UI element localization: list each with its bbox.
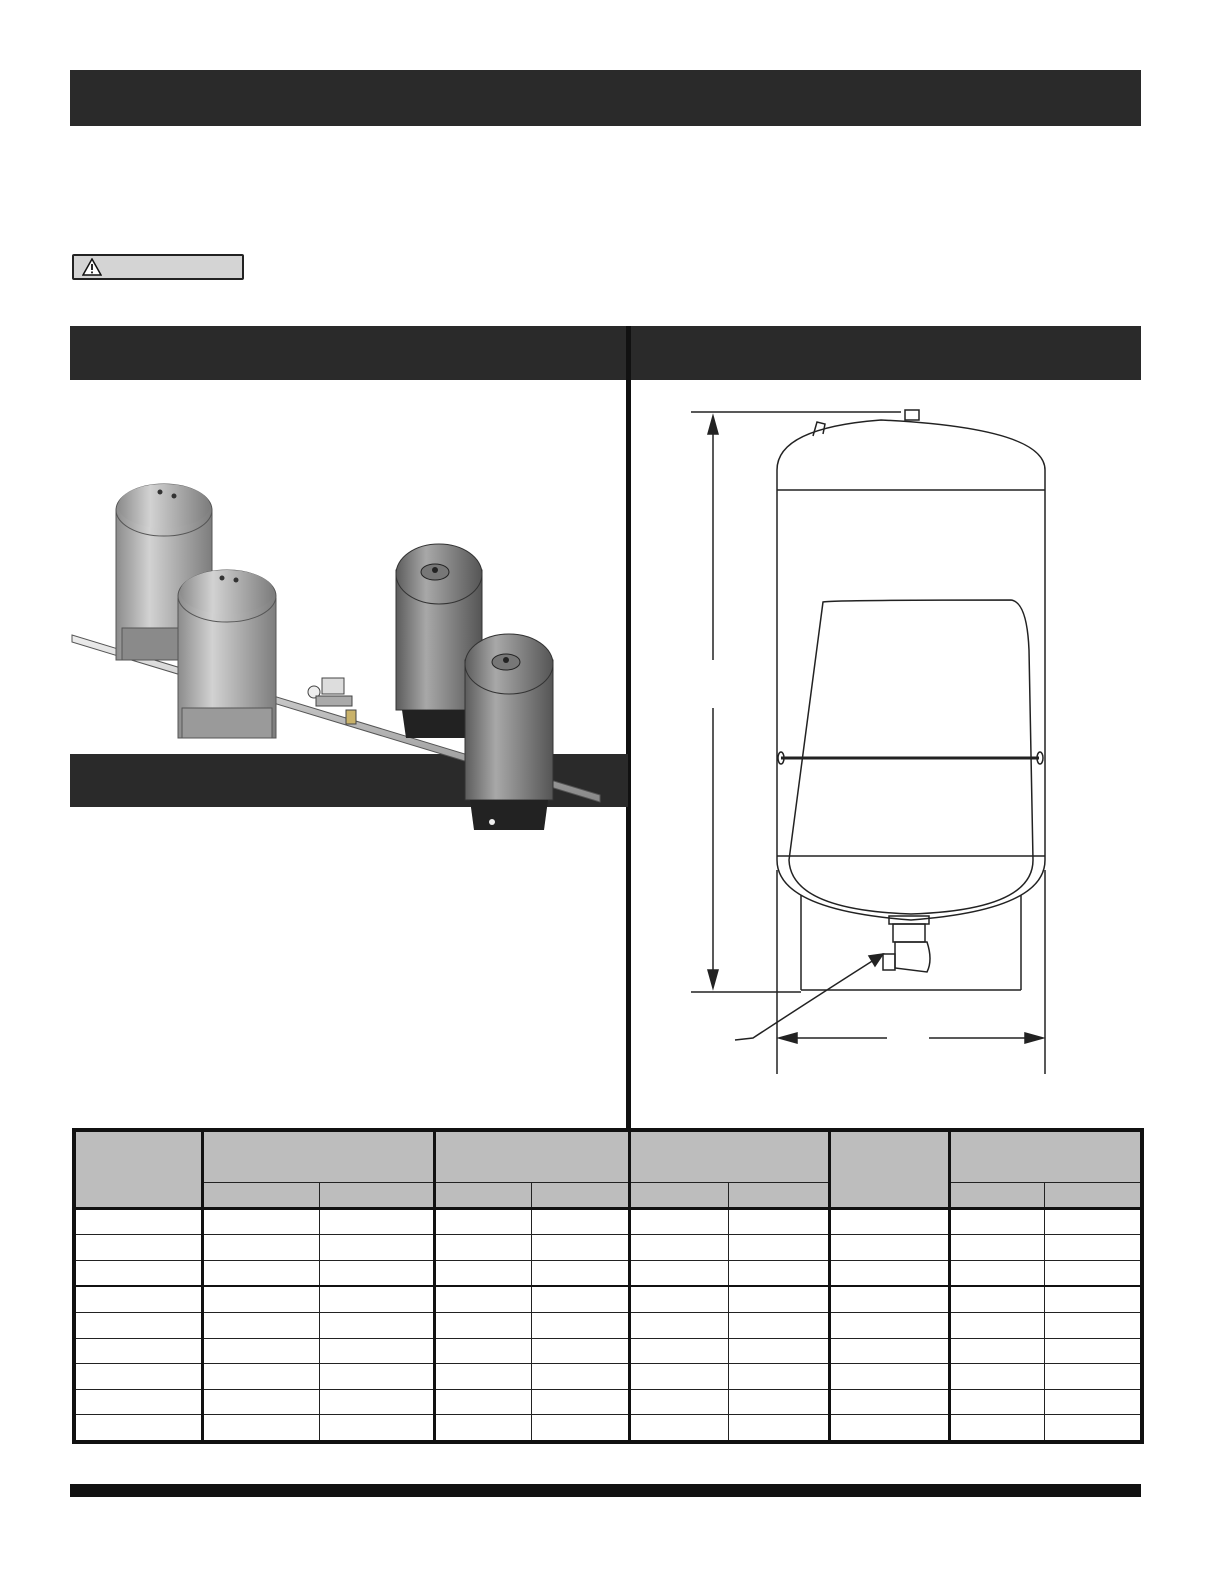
table-cell	[829, 1364, 949, 1390]
table-cell	[629, 1338, 728, 1364]
table-cell	[531, 1260, 629, 1286]
tank-dimension-diagram	[631, 390, 1141, 1090]
table-cell	[949, 1364, 1044, 1390]
table-cell	[829, 1389, 949, 1415]
table-cell	[434, 1312, 531, 1338]
table-header	[434, 1130, 629, 1182]
specifications-table	[72, 1128, 1144, 1444]
table-cell	[434, 1286, 531, 1312]
table-cell	[319, 1389, 434, 1415]
left-section-bar	[70, 326, 626, 380]
table-cell	[728, 1338, 829, 1364]
table-cell	[319, 1286, 434, 1312]
tank-installation-illustration	[60, 470, 620, 830]
table-cell	[829, 1235, 949, 1261]
table-cell	[1044, 1338, 1142, 1364]
table-cell	[829, 1286, 949, 1312]
table-cell	[531, 1364, 629, 1390]
table-cell	[531, 1312, 629, 1338]
table-cell	[202, 1415, 319, 1442]
table-cell	[74, 1235, 202, 1261]
tank-front-right	[465, 634, 553, 830]
table-cell	[728, 1260, 829, 1286]
table-cell	[434, 1389, 531, 1415]
table-cell	[949, 1415, 1044, 1442]
table-cell	[1044, 1286, 1142, 1312]
table-cell	[728, 1235, 829, 1261]
table-header	[829, 1130, 949, 1208]
table-cell	[74, 1389, 202, 1415]
table-cell	[531, 1208, 629, 1235]
footer-bar	[70, 1484, 1141, 1497]
table-cell	[829, 1338, 949, 1364]
table-cell	[319, 1312, 434, 1338]
table-cell	[319, 1364, 434, 1390]
table-cell	[949, 1235, 1044, 1261]
table-cell	[949, 1286, 1044, 1312]
table-cell	[728, 1415, 829, 1442]
table-header	[629, 1130, 829, 1182]
table-cell	[728, 1389, 829, 1415]
table-cell	[531, 1286, 629, 1312]
table-cell	[319, 1208, 434, 1235]
table-cell	[829, 1208, 949, 1235]
table-cell	[531, 1415, 629, 1442]
table-cell	[629, 1286, 728, 1312]
table-subheader	[629, 1182, 728, 1208]
table-cell	[629, 1208, 728, 1235]
table-subheader	[319, 1182, 434, 1208]
table-cell	[319, 1415, 434, 1442]
table-row	[74, 1260, 1142, 1286]
table-cell	[829, 1260, 949, 1286]
table-cell	[319, 1235, 434, 1261]
table-cell	[202, 1312, 319, 1338]
table-cell	[1044, 1235, 1142, 1261]
table-cell	[434, 1260, 531, 1286]
table-cell	[202, 1235, 319, 1261]
table-cell	[531, 1235, 629, 1261]
header-bar	[70, 70, 1141, 126]
table-cell	[1044, 1415, 1142, 1442]
table-cell	[202, 1260, 319, 1286]
table-cell	[319, 1260, 434, 1286]
table-cell	[74, 1286, 202, 1312]
table-row	[74, 1389, 1142, 1415]
table-cell	[434, 1338, 531, 1364]
table-cell	[74, 1260, 202, 1286]
table-cell	[202, 1389, 319, 1415]
table-body	[74, 1208, 1142, 1442]
table-cell	[629, 1260, 728, 1286]
table-row	[74, 1208, 1142, 1235]
tank-outline	[777, 420, 1045, 920]
table-cell	[434, 1208, 531, 1235]
table-cell	[728, 1208, 829, 1235]
table-cell	[728, 1286, 829, 1312]
right-section-title	[631, 326, 1141, 354]
table-cell	[949, 1389, 1044, 1415]
table-cell	[629, 1312, 728, 1338]
table-cell	[202, 1286, 319, 1312]
table-subheader	[1044, 1182, 1142, 1208]
table-cell	[728, 1312, 829, 1338]
table-cell	[829, 1312, 949, 1338]
table-cell	[319, 1338, 434, 1364]
table-cell	[74, 1415, 202, 1442]
table-cell	[629, 1389, 728, 1415]
table-cell	[531, 1389, 629, 1415]
table-cell	[202, 1364, 319, 1390]
table-header	[949, 1130, 1142, 1182]
right-section-bar	[631, 326, 1141, 380]
left-section-title	[70, 326, 626, 354]
table-cell	[629, 1364, 728, 1390]
table-cell	[829, 1415, 949, 1442]
table-row	[74, 1286, 1142, 1312]
table-subheader	[531, 1182, 629, 1208]
page-title	[70, 70, 1141, 98]
table-subheader	[949, 1182, 1044, 1208]
table-cell	[1044, 1364, 1142, 1390]
table-row	[74, 1235, 1142, 1261]
table-cell	[531, 1338, 629, 1364]
table-cell	[949, 1338, 1044, 1364]
table-row	[74, 1415, 1142, 1442]
warning-triangle-icon	[82, 258, 102, 276]
table-cell	[1044, 1260, 1142, 1286]
table-cell	[1044, 1208, 1142, 1235]
table-cell	[74, 1208, 202, 1235]
table-cell	[434, 1364, 531, 1390]
table-cell	[1044, 1389, 1142, 1415]
table-row	[74, 1338, 1142, 1364]
caution-label	[72, 254, 244, 280]
table-cell	[202, 1208, 319, 1235]
table-cell	[629, 1415, 728, 1442]
table-cell	[434, 1415, 531, 1442]
table-row	[74, 1312, 1142, 1338]
table-cell	[74, 1338, 202, 1364]
table-row	[74, 1364, 1142, 1390]
table-cell	[202, 1338, 319, 1364]
table-cell	[949, 1312, 1044, 1338]
table-cell	[434, 1235, 531, 1261]
table-subheader	[434, 1182, 531, 1208]
table-cell	[74, 1312, 202, 1338]
table-subheader	[728, 1182, 829, 1208]
table-header	[202, 1130, 434, 1182]
table-cell	[728, 1364, 829, 1390]
connection-leader-line	[735, 958, 877, 1040]
table-cell	[1044, 1312, 1142, 1338]
table-cell	[949, 1208, 1044, 1235]
table-cell	[74, 1364, 202, 1390]
tank-front-left	[178, 570, 276, 738]
table-header	[74, 1130, 202, 1208]
table-cell	[949, 1260, 1044, 1286]
table-subheader	[202, 1182, 319, 1208]
table-cell	[629, 1235, 728, 1261]
